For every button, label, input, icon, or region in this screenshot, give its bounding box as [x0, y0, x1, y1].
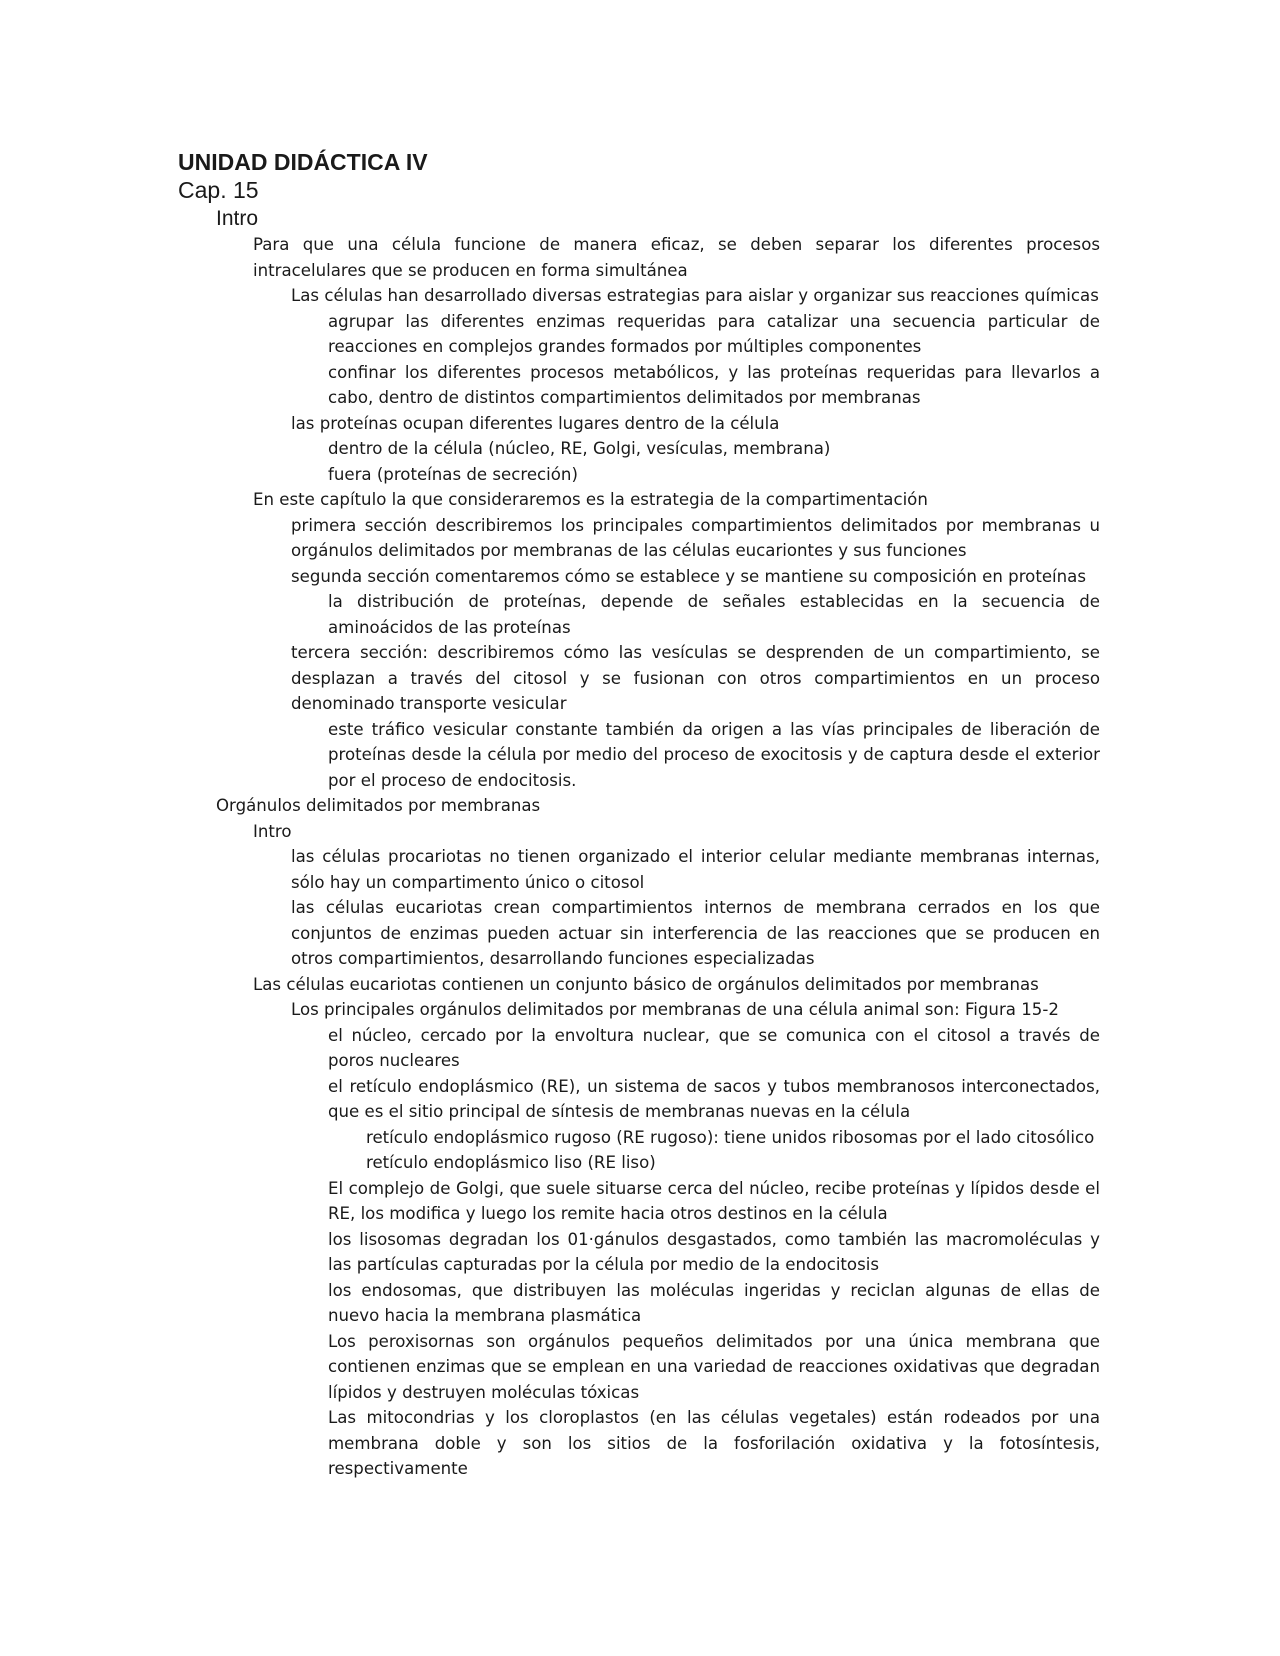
outline-item: este tráfico vesicular constante también da origen a las vías principales de liberación de proteínas desde la célula por medio del proceso de exocitosis y de captura desde el exterior por el proceso de endocitosis.	[328, 719, 1100, 790]
outline-item: tercera sección: describiremos cómo las vesículas se desprenden de un compartimiento, se desplazan a través del citosol y se fusionan con otros compartimientos en un proceso denominado transporte vesicular	[291, 643, 1100, 713]
outline-item: primera sección describiremos los principales compartimientos delimitados por membranas u orgánulos delimitados por membranas de las células eucariontes y sus funciones	[291, 515, 1100, 560]
outline-item: Orgánulos delimitados por membranas	[216, 796, 541, 815]
outline-item: confinar los diferentes procesos metabólicos, y las proteínas requeridas para llevarlos a cabo, dentro de distintos compartimientos delimitados por membranas	[328, 362, 1100, 407]
outline-item: Los peroxisornas son orgánulos pequeños delimitados por una única membrana que contienen enzimas que se emplean en una variedad de reacciones oxidativas que degradan lípidos y destruyen moléculas tóxicas	[328, 1331, 1100, 1402]
outline-item: Intro	[253, 821, 292, 841]
outline-item: las células procariotas no tienen organizado el interior celular mediante membranas internas, sólo hay un compartimento único o citosol	[291, 847, 1100, 892]
outline-item: las proteínas ocupan diferentes lugares dentro de la célula	[291, 413, 780, 433]
outline-item: agrupar las diferentes enzimas requeridas para catalizar una secuencia particular de reacciones en complejos grandes formados por múltiples componentes	[328, 311, 1100, 356]
outline-item: el núcleo, cercado por la envoltura nuclear, que se comunica con el citosol a través de poros nucleares	[328, 1025, 1100, 1070]
outline-item: la distribución de proteínas, depende de señales establecidas en la secuencia de aminoácidos de las proteínas	[328, 592, 1100, 637]
outline-item: El complejo de Golgi, que suele situarse cerca del núcleo, recibe proteínas y lípidos desde el RE, los modifica y luego los remite hacia otros destinos en la célula	[328, 1178, 1100, 1223]
outline-item: En este capítulo la que consideraremos es la estrategia de la compartimentación	[253, 490, 928, 509]
chapter-heading: Cap. 15	[178, 177, 259, 203]
outline-item: retículo endoplásmico rugoso (RE rugoso): tiene unidos ribosomas por el lado citosólico	[366, 1127, 1095, 1147]
outline-item: Las mitocondrias y los cloroplastos (en las células vegetales) están rodeados por una membrana doble y son los sitios de la fosforilación oxidativa y la fotosíntesis, respectivamente	[328, 1408, 1100, 1478]
document-body	[178, 148, 1100, 1482]
outline-item: Los principales orgánulos delimitados por membranas de una célula animal son: Figura 15-2	[291, 1000, 1059, 1019]
outline-list	[178, 232, 1100, 1482]
outline-item: segunda sección comentaremos cómo se establece y se mantiene su composición en proteínas	[291, 566, 1086, 586]
outline-item: Las células han desarrollado diversas estrategias para aislar y organizar sus reacciones químicas	[291, 286, 1099, 305]
intro-heading: Intro	[216, 207, 259, 230]
outline-item: Las células eucariotas contienen un conjunto básico de orgánulos delimitados por membranas	[253, 974, 1039, 994]
outline-item: los endosomas, que distribuyen las moléculas ingeridas y reciclan algunas de ellas de nuevo hacia la membrana plasmática	[328, 1280, 1100, 1325]
outline-item: dentro de la célula (núcleo, RE, Golgi, vesículas, membrana)	[328, 439, 831, 458]
outline-item: los lisosomas degradan los 01·gánulos desgastados, como también las macromoléculas y las partículas capturadas por la célula por medio de la endocitosis	[328, 1229, 1100, 1274]
outline-item: el retículo endoplásmico (RE), un sistema de sacos y tubos membranosos interconectados, que es el sitio principal de síntesis de membranas nuevas en la célula	[328, 1076, 1100, 1121]
unit-title: UNIDAD DIDÁCTICA IV	[178, 149, 428, 175]
outline-item: fuera (proteínas de secreción)	[328, 464, 578, 484]
outline-item: las células eucariotas crean compartimientos internos de membrana cerrados en los que conjuntos de enzimas pueden actuar sin interferencia de las reacciones que se producen en otros compartimientos, desarrollando funciones especializadas	[291, 898, 1100, 968]
outline-item: retículo endoplásmico liso (RE liso)	[366, 1153, 656, 1172]
outline-item: Para que una célula funcione de manera eficaz, se deben separar los diferentes procesos intracelulares que se producen en forma simultánea	[253, 235, 1100, 280]
